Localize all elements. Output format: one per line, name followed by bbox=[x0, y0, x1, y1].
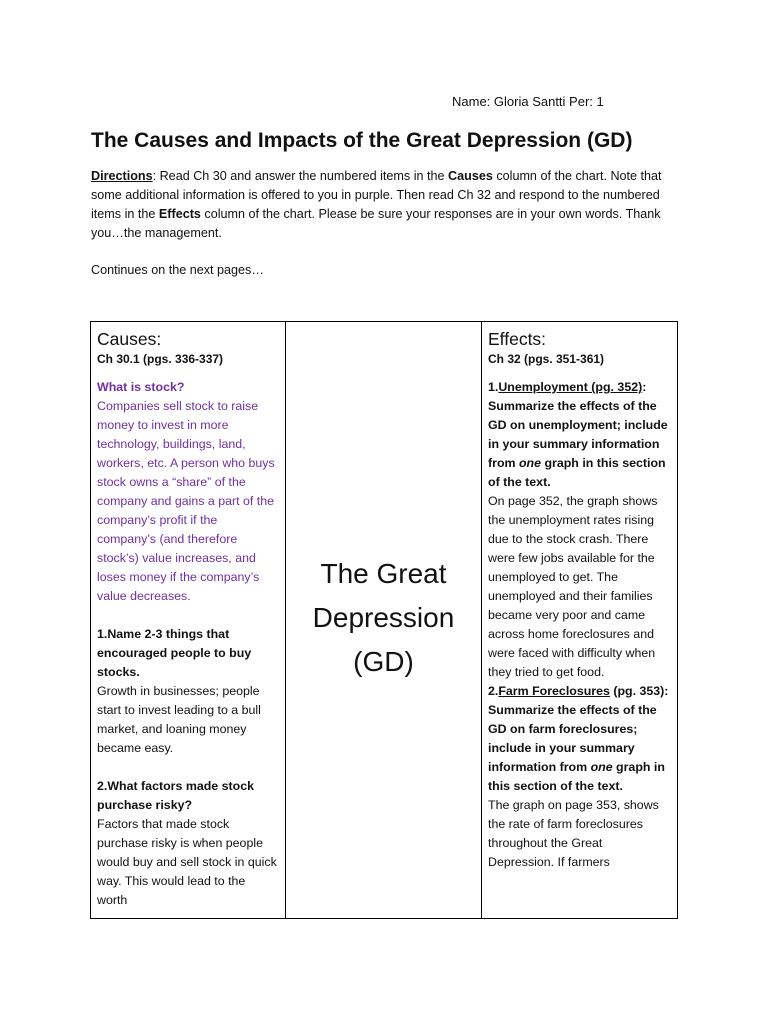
effects-chapter-ref: Ch 32 (pgs. 351-361) bbox=[488, 352, 605, 366]
spacer bbox=[97, 606, 279, 625]
center-column bbox=[286, 322, 482, 918]
effect-question-2 bbox=[488, 682, 671, 796]
effect-1-number: 1. bbox=[488, 380, 499, 394]
effect-1-topic: Unemployment (pg. 352) bbox=[498, 380, 643, 394]
causes-effects-chart bbox=[90, 321, 678, 919]
effect-1-prompt: : Summarize the effects of the GD on unemployment; include in your summary information from bbox=[488, 380, 668, 470]
center-title bbox=[286, 552, 481, 684]
student-name-line: Name: Gloria Santti Per: 1 bbox=[452, 94, 604, 109]
center-title-line-3: (GD) bbox=[353, 646, 414, 677]
effect-answer-2: The graph on page 353, shows the rate of farm foreclosures throughout the Great Depression. If farmers bbox=[488, 798, 659, 869]
effect-answer-1: On page 352, the graph shows the unemployment rates rising due to the stock crash. There were few jobs available for the unemployed to get. The unemployed and their families became very poor and came across home foreclosures and were faced with difficulty when they tried to get food. bbox=[488, 494, 658, 679]
effect-1-prompt-end: graph in this section of the text. bbox=[488, 456, 666, 489]
effects-heading: Effects: bbox=[488, 329, 547, 349]
center-title-line-2: Depression bbox=[312, 602, 455, 633]
cause-question-1: 1.Name 2-3 things that encouraged people to buy stocks. bbox=[97, 627, 252, 679]
effect-question-1 bbox=[488, 378, 671, 492]
continues-note: Continues on the next pages… bbox=[91, 263, 264, 277]
directions-label: Directions bbox=[91, 169, 153, 183]
effect-2-prompt-end: graph in this section of the text. bbox=[488, 760, 665, 793]
causes-heading: Causes: bbox=[97, 329, 162, 349]
effect-1-one: one bbox=[518, 456, 542, 470]
effect-2-topic: Farm Foreclosures bbox=[498, 684, 610, 698]
page-title: The Causes and Impacts of the Great Depression (GD) bbox=[91, 129, 633, 152]
directions-text-2: column of the chart. Note that some additional information is offered to you in purple. Then read Ch 32 and respond to the numbered items in the bbox=[91, 169, 662, 221]
effect-2-one: one bbox=[590, 760, 613, 774]
effect-2-number: 2. bbox=[488, 684, 499, 698]
cause-answer-2: Factors that made stock purchase risky is when people would buy and sell stock in quick way. This would lead to the worth bbox=[97, 817, 277, 907]
causes-chapter-ref: Ch 30.1 (pgs. 336-337) bbox=[97, 352, 224, 366]
directions-text-3: column of the chart. Please be sure your responses are in your own words. Thank you…the management. bbox=[91, 207, 661, 240]
causes-keyword: Causes bbox=[448, 169, 493, 183]
center-title-line-1: The Great bbox=[320, 558, 447, 589]
stock-question: What is stock? bbox=[97, 380, 185, 394]
directions-text-1: : Read Ch 30 and answer the numbered items in the bbox=[152, 169, 449, 183]
stock-explanation: Companies sell stock to raise money to invest in more technology, buildings, land, workers, etc. A person who buys stock owns a “share” of the company and gains a part of the company’s profit if the company’s (and therefore stock’s) value increases, and loses money if the company’s value decreases. bbox=[97, 399, 275, 603]
effect-2-prompt: (pg. 353): Summarize the effects of the GD on farm foreclosures; include in your summary information from bbox=[488, 684, 669, 774]
effects-keyword: Effects bbox=[158, 207, 201, 221]
cause-answer-1: Growth in businesses; people start to invest leading to a bull market, and loaning money became easy. bbox=[97, 684, 261, 755]
cause-question-2: 2.What factors made stock purchase risky? bbox=[97, 779, 254, 812]
directions-paragraph bbox=[91, 167, 681, 243]
effects-column bbox=[482, 322, 677, 918]
spacer bbox=[97, 758, 279, 777]
causes-column bbox=[91, 322, 286, 918]
